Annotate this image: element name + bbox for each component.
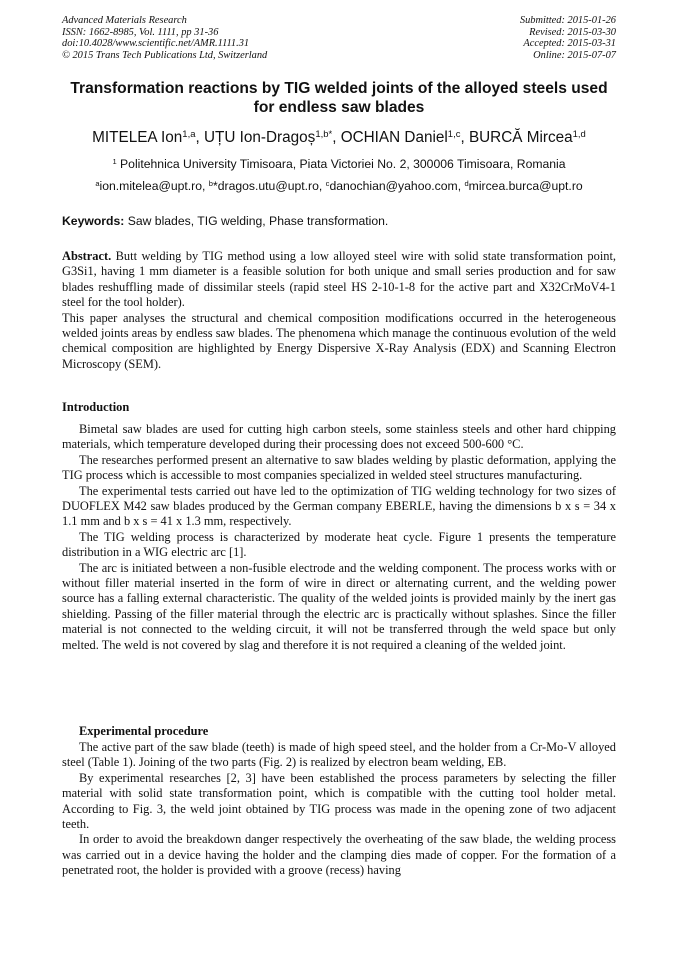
experimental-paragraph: In order to avoid the breakdown danger respectively the overheating of the saw blade, the welding process was carried out in a device having the holder and the clamping dies made of copper. For the formation of a penetrated root, the holder is provided with a groove (recess) having	[62, 832, 616, 878]
author-emails	[40, 179, 638, 194]
email-address: danochian@yahoo.com	[329, 179, 458, 193]
author-name: BURCĂ Mircea	[468, 129, 573, 146]
affiliation	[40, 157, 638, 172]
affiliation-mark: 1	[112, 156, 117, 166]
experimental-paragraph: The active part of the saw blade (teeth) is made of high speed steel, and the holder from a Cr-Mo-V alloyed steel (Table 1). Joining of the two parts (Fig. 2) is realized by electron beam welding, EB.	[62, 740, 616, 770]
author-separator: ,	[195, 129, 204, 146]
author-affiliation-mark: 1,c	[447, 128, 461, 140]
author-name: MITELEA Ion	[92, 129, 183, 146]
keywords	[62, 214, 616, 229]
author-affiliation-mark: 1,a	[182, 128, 196, 140]
keywords-text: Saw blades, TIG welding, Phase transformation.	[127, 214, 389, 228]
email-address: *dragos.utu@upt.ro	[213, 179, 319, 193]
paper-title: Transformation reactions by TIG welded joints of the alloyed steels used for endless saw blades	[70, 80, 608, 116]
author-affiliation-mark: 1,d	[572, 128, 586, 140]
submitted-date: Submitted: 2015-01-26	[519, 15, 616, 26]
keywords-label: Keywords:	[62, 214, 125, 228]
submission-dates	[520, 15, 616, 61]
experimental-heading: Experimental procedure	[79, 724, 209, 738]
journal-info	[62, 15, 267, 61]
journal-name: Advanced Materials Research	[62, 15, 187, 26]
copyright-line: © 2015 Trans Tech Publications Ltd, Switzerland	[62, 49, 268, 61]
abstract-paragraph: This paper analyses the structural and chemical composition modifications occurred in the heterogeneous welded joints areas by endless saw blades. The phenomena which manage the continuous evolution of the weld chemical composition are highlighted by Energy Dispersive X-Ray Analysis (EDX) and Scanning Electron Microscopy (SEM).	[62, 310, 616, 371]
email-address: ion.mitelea@upt.ro	[99, 179, 203, 193]
author-separator: ,	[460, 129, 469, 146]
abstract-section	[62, 249, 616, 372]
abstract-label: Abstract.	[62, 249, 112, 263]
affiliation-text: Politehnica University Timisoara, Piata Victoriei No. 2, 300006 Timisoara, Romania	[120, 157, 566, 171]
accepted-date: Accepted: 2015-03-31	[523, 38, 616, 50]
email-mark: b	[208, 178, 213, 188]
doi-line: doi:10.4028/www.scientific.net/AMR.1111.31	[62, 38, 250, 50]
author-affiliation-mark: 1,b*	[315, 128, 333, 140]
email-mark: a	[95, 178, 100, 188]
issn-line: ISSN: 1662-8985, Vol. 1111, pp 31-36	[62, 26, 219, 38]
experimental-section	[62, 740, 616, 879]
author-name: OCHIAN Daniel	[340, 129, 448, 146]
abstract-text: Butt welding by TIG method using a low alloyed steel wire with solid state transformation point, G3Si1, having 1 mm diameter is a feasible solution for both unique and small series production and for saw blades reshuffling made of dissimilar steels (rapid steel HS 2-10-1-8 for the active part and X32CrMoV4-1 steel for the tool holder).	[62, 249, 616, 310]
email-mark: d	[464, 178, 469, 188]
introduction-heading: Introduction	[62, 400, 130, 414]
author-name: UȚU Ion-Dragoș	[203, 129, 316, 146]
online-date: Online: 2015-07-07	[533, 49, 616, 61]
introduction-section	[62, 422, 616, 653]
email-separator: ,	[318, 179, 326, 193]
author-separator: ,	[332, 129, 341, 146]
introduction-paragraph: The arc is initiated between a non-fusible electrode and the welding component. The process works with or without filler material inserted in the form of wire in direct or alternating current, and the welding power source has a falling external characteristic. The quality of the welded joints is provided mainly by the inert gas shielding. Passing of the filler material through the electric arc is practically without splashes. Since the filler material is not connected to the welding circuit, it will not be transferred through the weld space but only melted. The weld is not covered by slag and therefore it is not required a cleaning of the welded joint.	[62, 560, 616, 652]
introduction-paragraph: The experimental tests carried out have led to the optimization of TIG welding technology for two sizes of DUOFLEX M42 saw blades produced by the German company EBERLE, having the dimensions b x s = 34 x 1.1 mm and b x s = 41 x 1.3 mm, respectively.	[62, 483, 616, 529]
email-mark: c	[325, 178, 330, 188]
email-separator: ,	[457, 179, 465, 193]
author-list	[40, 128, 638, 147]
revised-date: Revised: 2015-03-30	[529, 26, 616, 38]
abstract-paragraph	[62, 249, 616, 311]
email-address: mircea.burca@upt.ro	[468, 179, 583, 193]
email-separator: ,	[202, 179, 209, 193]
introduction-paragraph: The TIG welding process is characterized by moderate heat cycle. Figure 1 presents the temperature distribution in a WIG electric arc [1].	[62, 529, 616, 560]
introduction-paragraph: The researches performed present an alternative to saw blades welding by plastic deformation, applying the TIG process which is accessible to most companies specialized in welded steel structures manufacturing.	[62, 452, 616, 483]
introduction-paragraph: Bimetal saw blades are used for cutting high carbon steels, some stainless steels and other hard chipping materials, which temperature developed during their processing does not exceed 500-600 °C.	[62, 422, 616, 452]
experimental-paragraph: By experimental researches [2, 3] have been established the process parameters by selecting the filler material with solid state transformation point, which is compatible with the cutting tool holder metal. According to Fig. 3, the weld joint obtained by TIG process was made in the opening zone of two adjacent teeth.	[62, 770, 616, 832]
